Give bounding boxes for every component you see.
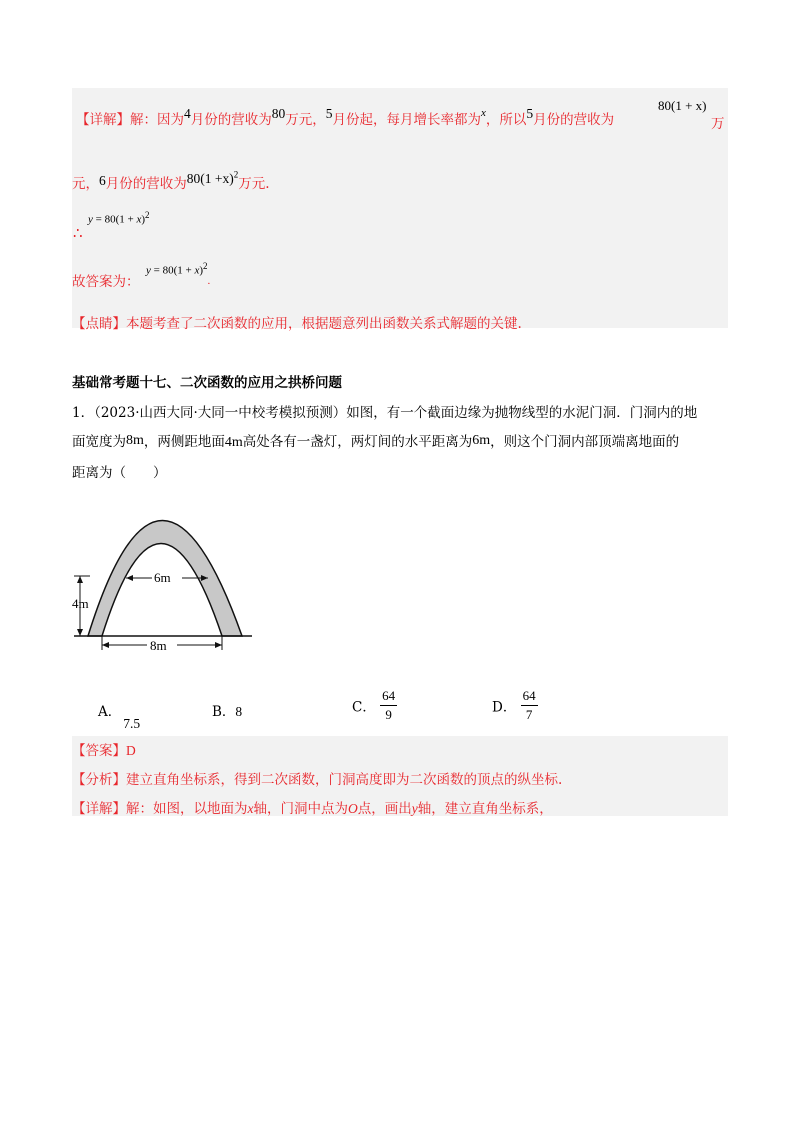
- question-line-3: 距离为（ ）: [72, 465, 167, 481]
- numerator: 64: [380, 688, 397, 706]
- denominator: 7: [525, 707, 533, 722]
- option-c-fraction: [380, 688, 397, 723]
- text: 解：如图，以地面为: [126, 801, 248, 817]
- answer-value: D: [126, 743, 136, 758]
- math-5: 5: [526, 106, 534, 121]
- solution-line-2: [72, 169, 270, 192]
- math-80: 80: [271, 106, 286, 121]
- text: 面宽度为: [72, 434, 126, 450]
- text: 轴，门洞中点为: [253, 801, 348, 817]
- answer-line: [72, 739, 136, 759]
- label-8m: 8m: [150, 638, 167, 653]
- option-c-label: C．: [352, 699, 376, 716]
- math-6: 6: [99, 173, 106, 188]
- text: 月份的营收为: [190, 112, 272, 128]
- option-b[interactable]: [212, 700, 242, 720]
- detail-tag: 【详解】: [72, 801, 126, 817]
- exponent: 2: [203, 261, 208, 271]
- answer-label: 故答案为：: [72, 274, 140, 290]
- math-y: y: [411, 801, 418, 816]
- math-x: x: [481, 107, 486, 119]
- math-x: x: [247, 801, 254, 816]
- text: 万元，: [285, 112, 326, 128]
- option-d-label: D．: [492, 699, 517, 716]
- option-b-value: 8: [235, 704, 243, 719]
- expr-y-equals: $y = 80(1 + x)^2$: [88, 210, 150, 226]
- question-line-1: 1．（2023·山西大同·大同一中校考模拟预测）如图，有一个截面边缘为抛物线型的水泥门洞．门洞内的地: [72, 405, 698, 421]
- option-d[interactable]: [492, 688, 538, 723]
- comment-tag: 【点睛】: [72, 316, 126, 332]
- arch-figure: [70, 484, 270, 659]
- label-4m: 4m: [72, 596, 89, 611]
- text: 月份的营收为: [533, 112, 615, 128]
- text: 万: [711, 116, 725, 132]
- text: 解：因为: [130, 112, 184, 128]
- text: 万元.: [238, 176, 270, 192]
- text: 高处各有一盏灯，两灯间的水平距离为: [242, 434, 473, 450]
- detail-line: [72, 797, 553, 817]
- therefore-symbol: ∴: [73, 224, 83, 242]
- analysis-line: [72, 768, 562, 788]
- text: ，两侧距地面: [143, 434, 225, 450]
- numerator: 64: [521, 688, 538, 706]
- math-4m: 4m: [224, 435, 243, 450]
- math-4: 4: [184, 106, 191, 121]
- solution-line-5: [72, 312, 522, 332]
- comment-text: 本题考查了二次函数的应用，根据题意列出函数关系式解题的关键.: [126, 316, 522, 332]
- text: 元，: [72, 176, 99, 192]
- expr-80-1-plus-x-squared: [187, 171, 238, 186]
- expr: 80(1 +x): [186, 171, 234, 186]
- solution-line-4: [72, 270, 140, 290]
- option-a-value: 7.5: [123, 716, 141, 731]
- math-8m: 8m: [126, 433, 144, 448]
- denominator: 9: [385, 707, 392, 722]
- detail-tag: 【详解】: [76, 112, 130, 128]
- exponent: 2: [233, 169, 239, 180]
- option-d-fraction: [521, 688, 538, 723]
- solution-line-1: [76, 108, 614, 128]
- answer-tag: 【答案】: [72, 743, 126, 759]
- text: 点，画出: [357, 801, 412, 817]
- expr-80-1-plus-x: 80(1 + x): [658, 98, 707, 113]
- label-6m: 6m: [154, 570, 171, 585]
- analysis-tag: 【分析】: [72, 772, 126, 788]
- section-title: 基础常考题十七、二次函数的应用之拱桥问题: [72, 375, 342, 391]
- text: 轴，建立直角坐标系，: [417, 801, 553, 817]
- period: .: [207, 274, 211, 287]
- option-a-label: A．: [98, 704, 122, 720]
- option-c[interactable]: [352, 688, 397, 723]
- math-5: 5: [325, 106, 333, 121]
- math-O: O: [348, 801, 358, 816]
- question-line-2: [72, 430, 679, 451]
- exponent: 2: [145, 210, 150, 220]
- option-a[interactable]: [98, 700, 141, 731]
- text: ，所以: [485, 112, 527, 128]
- text: 月份起，每月增长率都为: [332, 112, 481, 128]
- text: 月份的营收为: [105, 176, 187, 192]
- option-b-label: B．: [212, 704, 236, 720]
- math-6m: 6m: [472, 433, 491, 448]
- expr-answer: $y = 80(1 + x)^2$.: [146, 261, 211, 287]
- analysis-text: 建立直角坐标系，得到二次函数，门洞高度即为二次函数的顶点的纵坐标.: [126, 772, 563, 788]
- text: ，则这个门洞内部顶端离地面的: [490, 434, 680, 450]
